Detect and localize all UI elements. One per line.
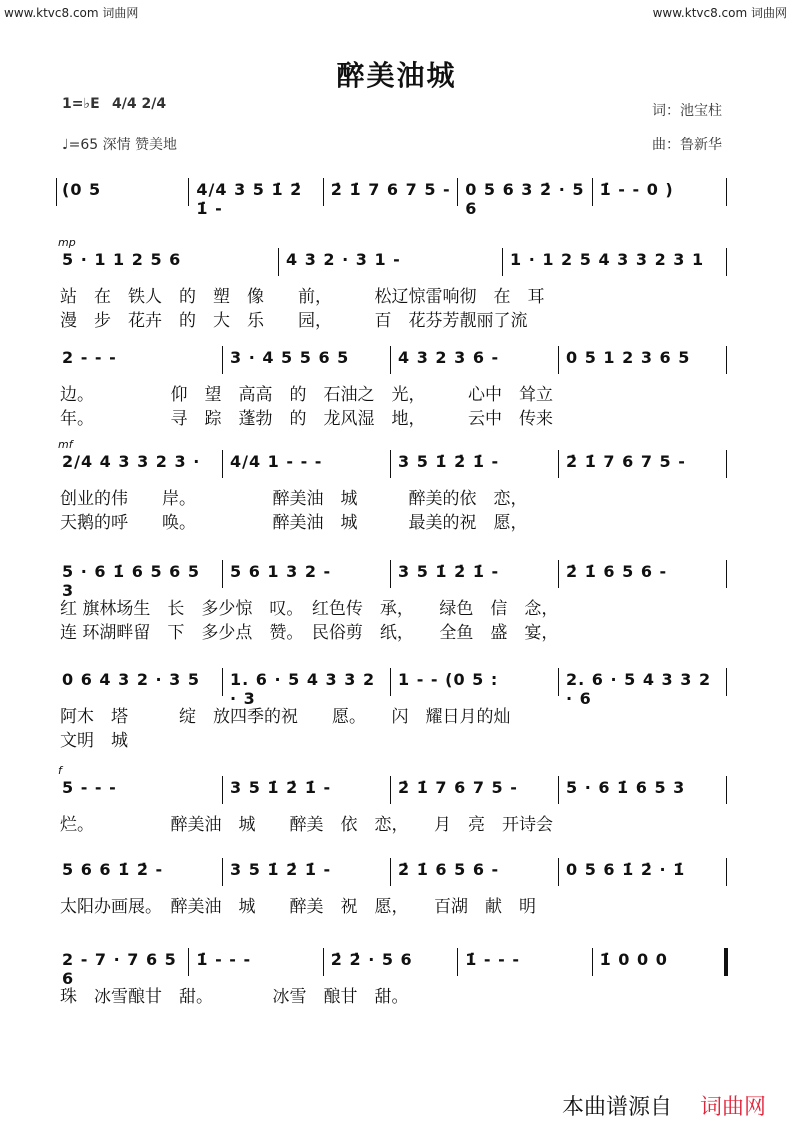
measure-notes: 5 · 6 1̇ 6 5 3: [566, 778, 686, 797]
lyricist-credit: 词：池宝柱: [652, 103, 722, 119]
bar-line: [558, 858, 559, 886]
measure-notes: 0 5 6 3 2̇ · 5 6: [465, 180, 585, 218]
bar-line: [726, 858, 727, 886]
dynamic-marking: f: [58, 764, 62, 777]
measure-notes: 2 - 7 · 7 6 5 6: [62, 950, 177, 988]
bar-line: [502, 248, 503, 276]
bar-line: [390, 668, 391, 696]
bar-line: [457, 178, 458, 206]
bar-line: [390, 346, 391, 374]
bar-line: [56, 178, 57, 206]
lyric-line: 创业的伟 岸。 醉美油 城 醉美的依 恋，: [60, 489, 528, 509]
measure-notes: 2̇ 1̇ 6 5 6 -: [398, 860, 500, 879]
measure-notes: 4/4 1 - - -: [230, 452, 323, 471]
measure-notes: 1. 6 · 5 4 3 3 2 · 3: [230, 670, 376, 708]
measure-notes: 2̇ 1̇ 7 6 7 5 -: [566, 452, 686, 471]
dynamic-marking: mp: [58, 236, 76, 249]
lyric-line: 太阳办画展。 醉美油 城 醉美 祝 愿， 百湖 献 明: [60, 897, 536, 917]
bar-line: [592, 178, 593, 206]
measure-notes: 5 6 1 3 2 -: [230, 562, 332, 581]
bar-line: [726, 346, 727, 374]
bar-line: [222, 450, 223, 478]
footer-site-link[interactable]: 词曲网: [700, 1095, 767, 1120]
watermark-right: www.ktvc8.com 词曲网: [652, 6, 787, 20]
lyric-line: 漫 步 花卉 的 大 乐 园， 百 花芬芳靓丽了流: [60, 311, 528, 331]
bar-line: [222, 858, 223, 886]
measure-notes: 2 - - -: [62, 348, 117, 367]
lyric-line: 珠 冰雪酿甘 甜。 冰雪 酿甘 甜。: [60, 987, 409, 1007]
lyric-line: 红 旗林场生 长 多少惊 叹。 红色传 承， 绿色 信 念，: [60, 599, 559, 619]
time-signature: 4/4 2/4: [112, 96, 167, 112]
footer-label: 本曲谱源自: [562, 1095, 673, 1120]
bar-line: [558, 668, 559, 696]
measure-notes: 5 · 1 1 2 5 6: [62, 250, 182, 269]
bar-line: [390, 858, 391, 886]
key-signature: 1=♭E: [62, 96, 100, 112]
bar-line: [222, 346, 223, 374]
measure-notes: 2̇ 1̇ 7 6 7 5 -: [330, 180, 451, 199]
bar-line: [726, 560, 727, 588]
measure-notes: 4/4 3 5 1̇ 2̇ 1̇ -: [196, 180, 303, 218]
measure-notes: 5 · 6 1̇ 6 5 6 5 3: [62, 562, 200, 600]
measure-notes: 0 5 6 1̇ 2̇ · 1̇: [566, 860, 686, 879]
bar-line: [188, 178, 189, 206]
measure-notes: 1̇ - - -: [465, 950, 520, 969]
lyric-line: 天鹅的呼 唤。 醉美油 城 最美的祝 愿，: [60, 513, 528, 533]
measure-notes: 5 - - -: [62, 778, 117, 797]
page-title: 醉美油城: [336, 59, 457, 92]
bar-line: [390, 776, 391, 804]
bar-line: [323, 948, 324, 976]
bar-line: [390, 560, 391, 588]
bar-line: [323, 178, 324, 206]
measure-notes: 1̇ - - 0 ): [599, 180, 674, 199]
measure-notes: 1 · 1 2 5 4 3 3 2 3 1: [510, 250, 705, 269]
measure-notes: 1 - - (0 5 :: [398, 670, 499, 689]
measure-notes: 3 5 1̇ 2̇ 1̇ -: [230, 778, 332, 797]
bar-line: [390, 450, 391, 478]
measure-notes: (0 5: [62, 180, 102, 199]
lyric-line: 边。 仰 望 高高 的 石油之 光， 心中 耸立: [60, 385, 553, 405]
bar-line: [726, 248, 727, 276]
lyric-line: 阿木 塔 绽 放四季的祝 愿。 闪 耀日月的灿: [60, 707, 511, 727]
composer-credit: 曲：鲁新华: [652, 137, 722, 153]
watermark-left: www.ktvc8.com 词曲网: [4, 6, 139, 20]
bar-line: [726, 668, 727, 696]
bar-line: [592, 948, 593, 976]
bar-line: [457, 948, 458, 976]
bar-line: [278, 248, 279, 276]
bar-line: [222, 560, 223, 588]
measure-notes: 0 5 1 2 3 6 5: [566, 348, 691, 367]
measure-notes: 2. 6 · 5 4 3 3 2 · 6: [566, 670, 712, 708]
measure-notes: 3 5 1̇ 2̇ 1̇ -: [230, 860, 332, 879]
bar-line: [726, 776, 727, 804]
measure-notes: 2/4 4 3 3 2 3 ·: [62, 452, 201, 471]
bar-line: [726, 450, 727, 478]
measure-notes: 1̇ 0 0 0: [599, 950, 668, 969]
tempo-marking: ♩=65 深情 赞美地: [62, 137, 178, 153]
lyric-line: 站 在 铁人 的 塑 像 前， 松辽惊雷响彻 在 耳: [60, 287, 545, 307]
bar-line: [558, 450, 559, 478]
lyric-line: 连 环湖畔留 下 多少点 赞。 民俗剪 纸， 全鱼 盛 宴，: [60, 623, 559, 643]
measure-notes: 3 5 1̇ 2̇ 1̇ -: [398, 562, 500, 581]
bar-line: [188, 948, 189, 976]
measure-notes: 4 3 2 · 3 1 -: [286, 250, 401, 269]
measure-notes: 1̇ - - -: [196, 950, 252, 969]
dynamic-marking: mf: [58, 438, 73, 451]
bar-line: [558, 776, 559, 804]
bar-line: [222, 776, 223, 804]
bar-line: [558, 346, 559, 374]
bar-line: [222, 668, 223, 696]
bar-line: [726, 178, 727, 206]
measure-notes: 0 6 4 3 2 · 3 5: [62, 670, 200, 689]
bar-line: [724, 948, 728, 976]
measure-notes: 2̇ 1̇ 6 5 6 -: [566, 562, 668, 581]
measure-notes: 3 · 4 5 5 6 5: [230, 348, 350, 367]
lyric-line: 年。 寻 踪 蓬勃 的 龙风湿 地， 云中 传来: [60, 409, 553, 429]
measure-notes: 3 5 1̇ 2̇ 1̇ -: [398, 452, 500, 471]
bar-line: [558, 560, 559, 588]
measure-notes: 5 6 6 1̇ 2̇ -: [62, 860, 164, 879]
lyric-line: 烂。 醉美油 城 醉美 依 恋， 月 亮 开诗会: [60, 815, 553, 835]
lyric-line: 文明 城: [60, 731, 128, 751]
measure-notes: 2̇ 2̇ · 5 6: [330, 950, 413, 969]
measure-notes: 2̇ 1̇ 7 6 7 5 -: [398, 778, 518, 797]
measure-notes: 4 3 2 3 6 -: [398, 348, 500, 367]
